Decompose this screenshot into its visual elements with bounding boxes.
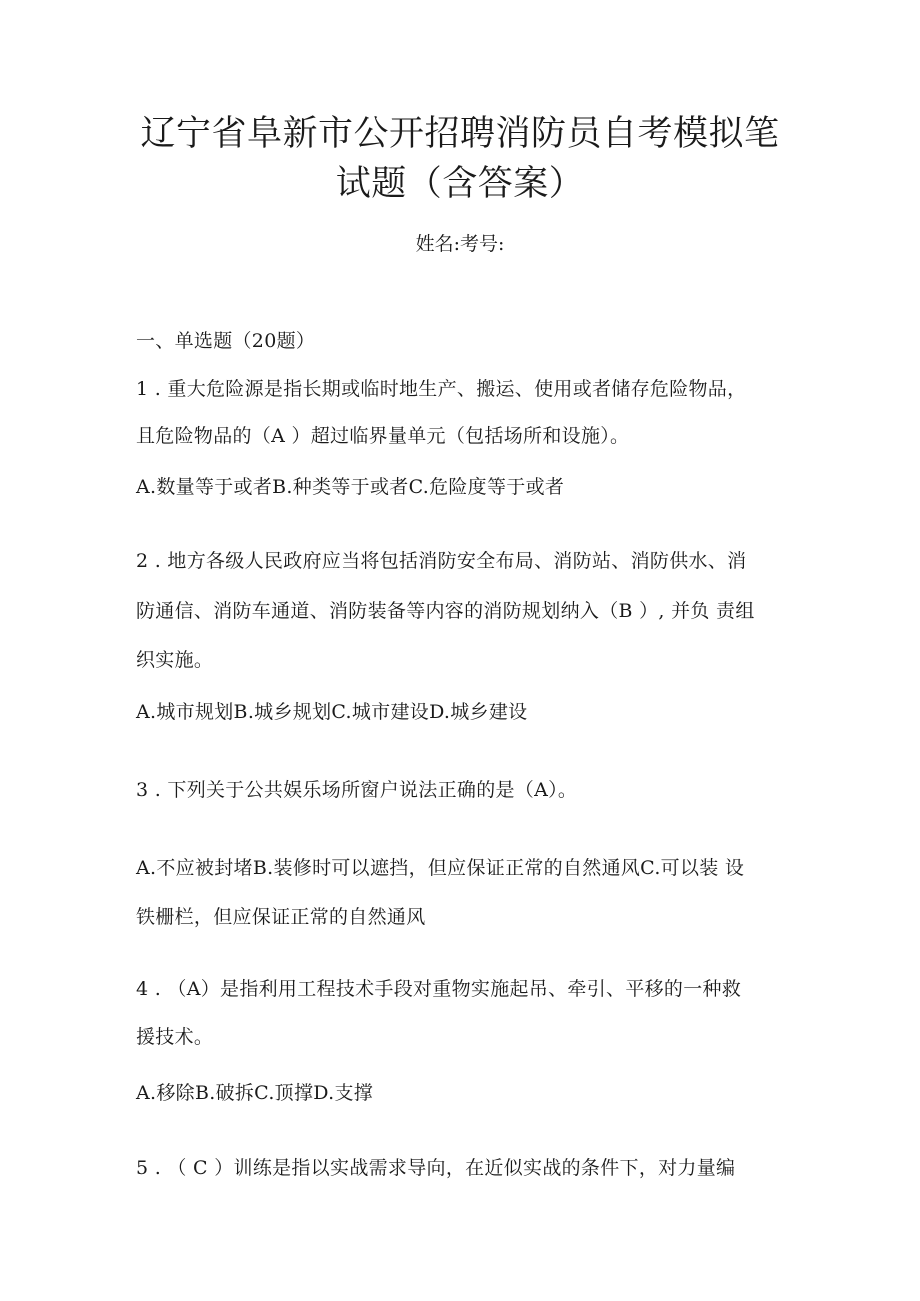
document-title-line-2: 试题（含答案） (335, 164, 585, 204)
question-1-stem-line-1: 1 . 重大危险源是指长期或临时地生产、搬运、使用或者储存危险物品， (136, 378, 747, 400)
question-2-stem-line-1: 2 . 地方各级人民政府应当将包括消防安全布局、消防站、消防供水、消 (136, 550, 747, 572)
question-2-options: A.城市规划B.城乡规划C.城市建设D.城乡建设 (136, 701, 528, 723)
question-4-options: A.移除B.破拆C.顶撑D.支撑 (136, 1082, 374, 1104)
question-4-stem-line-2: 援技术。 (136, 1026, 214, 1048)
question-2-stem-line-2: 防通信、消防车通道、消防装备等内容的消防规划纳入（B ）, 并负 责组 (136, 600, 755, 622)
document-title-line-1: 辽宁省阜新市公开招聘消防员自考模拟笔 (140, 114, 780, 154)
section-heading: 一、单选题（20题） (136, 330, 316, 352)
question-3-options-line-2: 铁栅栏，但应保证正常的自然通风 (136, 906, 426, 928)
question-3-options-line-1: A.不应被封堵B.装修时可以遮挡，但应保证正常的自然通风C.可以装 设 (136, 857, 745, 879)
question-1-stem-line-2: 且危险物品的（A ）超过临界量单元（包括场所和设施）。 (136, 425, 630, 447)
question-4-stem-line-1: 4 . （A）是指利用工程技术手段对重物实施起吊、牵引、平移的一种救 (136, 978, 742, 1000)
question-1-options: A.数量等于或者B.种类等于或者C.危险度等于或者 (136, 476, 565, 498)
question-5-stem-line-1: 5 . （ C ）训练是指以实战需求导向，在近似实战的条件下，对力量编 (136, 1157, 736, 1179)
name-and-id-line: 姓名:考号: (415, 233, 505, 255)
question-2-stem-line-3: 织实施。 (136, 649, 214, 671)
question-3-stem-line-1: 3 . 下列关于公共娱乐场所窗户说法正确的是（A）。 (136, 779, 578, 801)
